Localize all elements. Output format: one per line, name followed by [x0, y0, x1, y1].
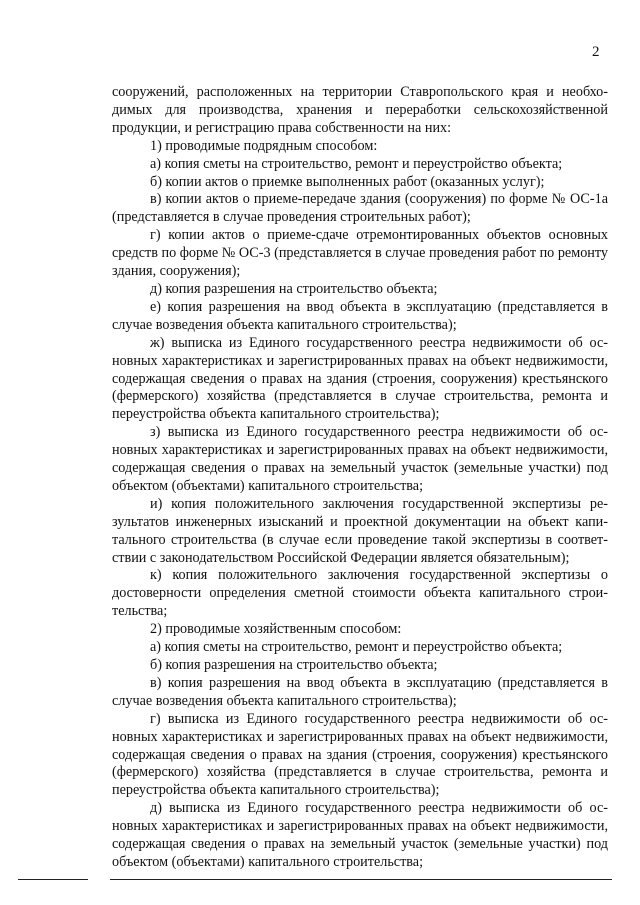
- paragraph-item-1v: в) копии актов о приеме-передаче здания (сооружения) по форме № ОС-1а (представляется в случае проведения строительных работ);: [112, 191, 608, 226]
- paragraph-item-2-economic: 2) проводимые хозяйственным способом:: [150, 621, 402, 638]
- paragraph-item-1d: д) копия разрешения на строительство объекта;: [150, 280, 438, 297]
- paragraph-item-1g: г) копии актов о приеме-сдаче отремонтированных объектов основных средств по форме № ОС-3 (представляется в случае проведения работ по ремонту здания, сооружения);: [112, 227, 608, 280]
- paragraph-item-2d: д) выписка из Единого государственного реестра недвижимости об основных характеристиках и зарегистрированных правах на объект недвижимости, содержащая сведения о правах на земельный участок (земельные участки) под объектом (объектами) капитального строительства;: [112, 800, 608, 870]
- paragraph-item-1zh: ж) выписка из Единого государственного реестра недвижимости об основных характеристиках и зарегистрированных правах на объект недвижимости, содержащая сведения о правах на здания (строения, сооружения) крестьянского (фермерского) хозяйства (представляется в случае строительства, ремонта и переустройства объекта капитального строительства);: [112, 334, 608, 423]
- paragraph-item-2b: б) копия разрешения на строительство объекта;: [150, 657, 438, 673]
- paragraph-item-1e: е) копия разрешения на ввод объекта в эксплуатацию (представляется в случае возведения объекта капитального строительства);: [112, 298, 608, 333]
- paragraph-item-1k: к) копия положительного заключения государственной экспертизы о достоверности определения сметной стоимости объекта капитального строительства;: [112, 567, 608, 620]
- paragraph-item-1b: б) копии актов о приемке выполненных работ (оказанных услуг);: [150, 173, 545, 190]
- paragraph-item-2v: в) копия разрешения на ввод объекта в эксплуатацию (представляется в случае возведения объекта капитального строительства);: [112, 674, 608, 709]
- paragraph-item-1z: з) выписка из Единого государственного реестра недвижимости об основных характеристиках и зарегистрированных правах на объект недвижимости, содержащая сведения о правах на земельный участок (земельные участки) под объектом (объектами) капитального строительства;: [112, 424, 608, 494]
- paragraph-continuation: сооружений, расположенных на территории Ставропольского края и необходимых для производства, хранения и переработки сельскохозяйственной продукции, и регистрацию права собственности на них:: [112, 84, 608, 136]
- page-number: 2: [592, 44, 600, 60]
- paragraph-item-1-contract: 1) проводимые подрядным способом:: [150, 137, 378, 154]
- paragraph-item-1a: а) копия сметы на строительство, ремонт и переустройство объекта;: [150, 155, 563, 172]
- paragraph-item-1i: и) копия положительного заключения государственной экспертизы результатов инженерных изысканий и проектной документации на объект капитального строительства (в случае если проведение такой экспертизы в соответствии с законодательством Российской Федерации является обязательным);: [112, 495, 608, 566]
- footer-rule-long: [110, 879, 612, 880]
- paragraph-item-2g: г) выписка из Единого государственного реестра недвижимости об основных характеристиках и зарегистрированных правах на объект недвижимости, содержащая сведения о правах на здания (строения, сооружения) крестьянского (фермерского) хозяйства (представляется в случае строительства, ремонта и переустройства объекта капитального строительства);: [112, 710, 608, 799]
- document-body: [112, 84, 608, 872]
- footer-rule-short: [18, 879, 88, 880]
- paragraph-item-2a: а) копия сметы на строительство, ремонт и переустройство объекта;: [150, 639, 563, 656]
